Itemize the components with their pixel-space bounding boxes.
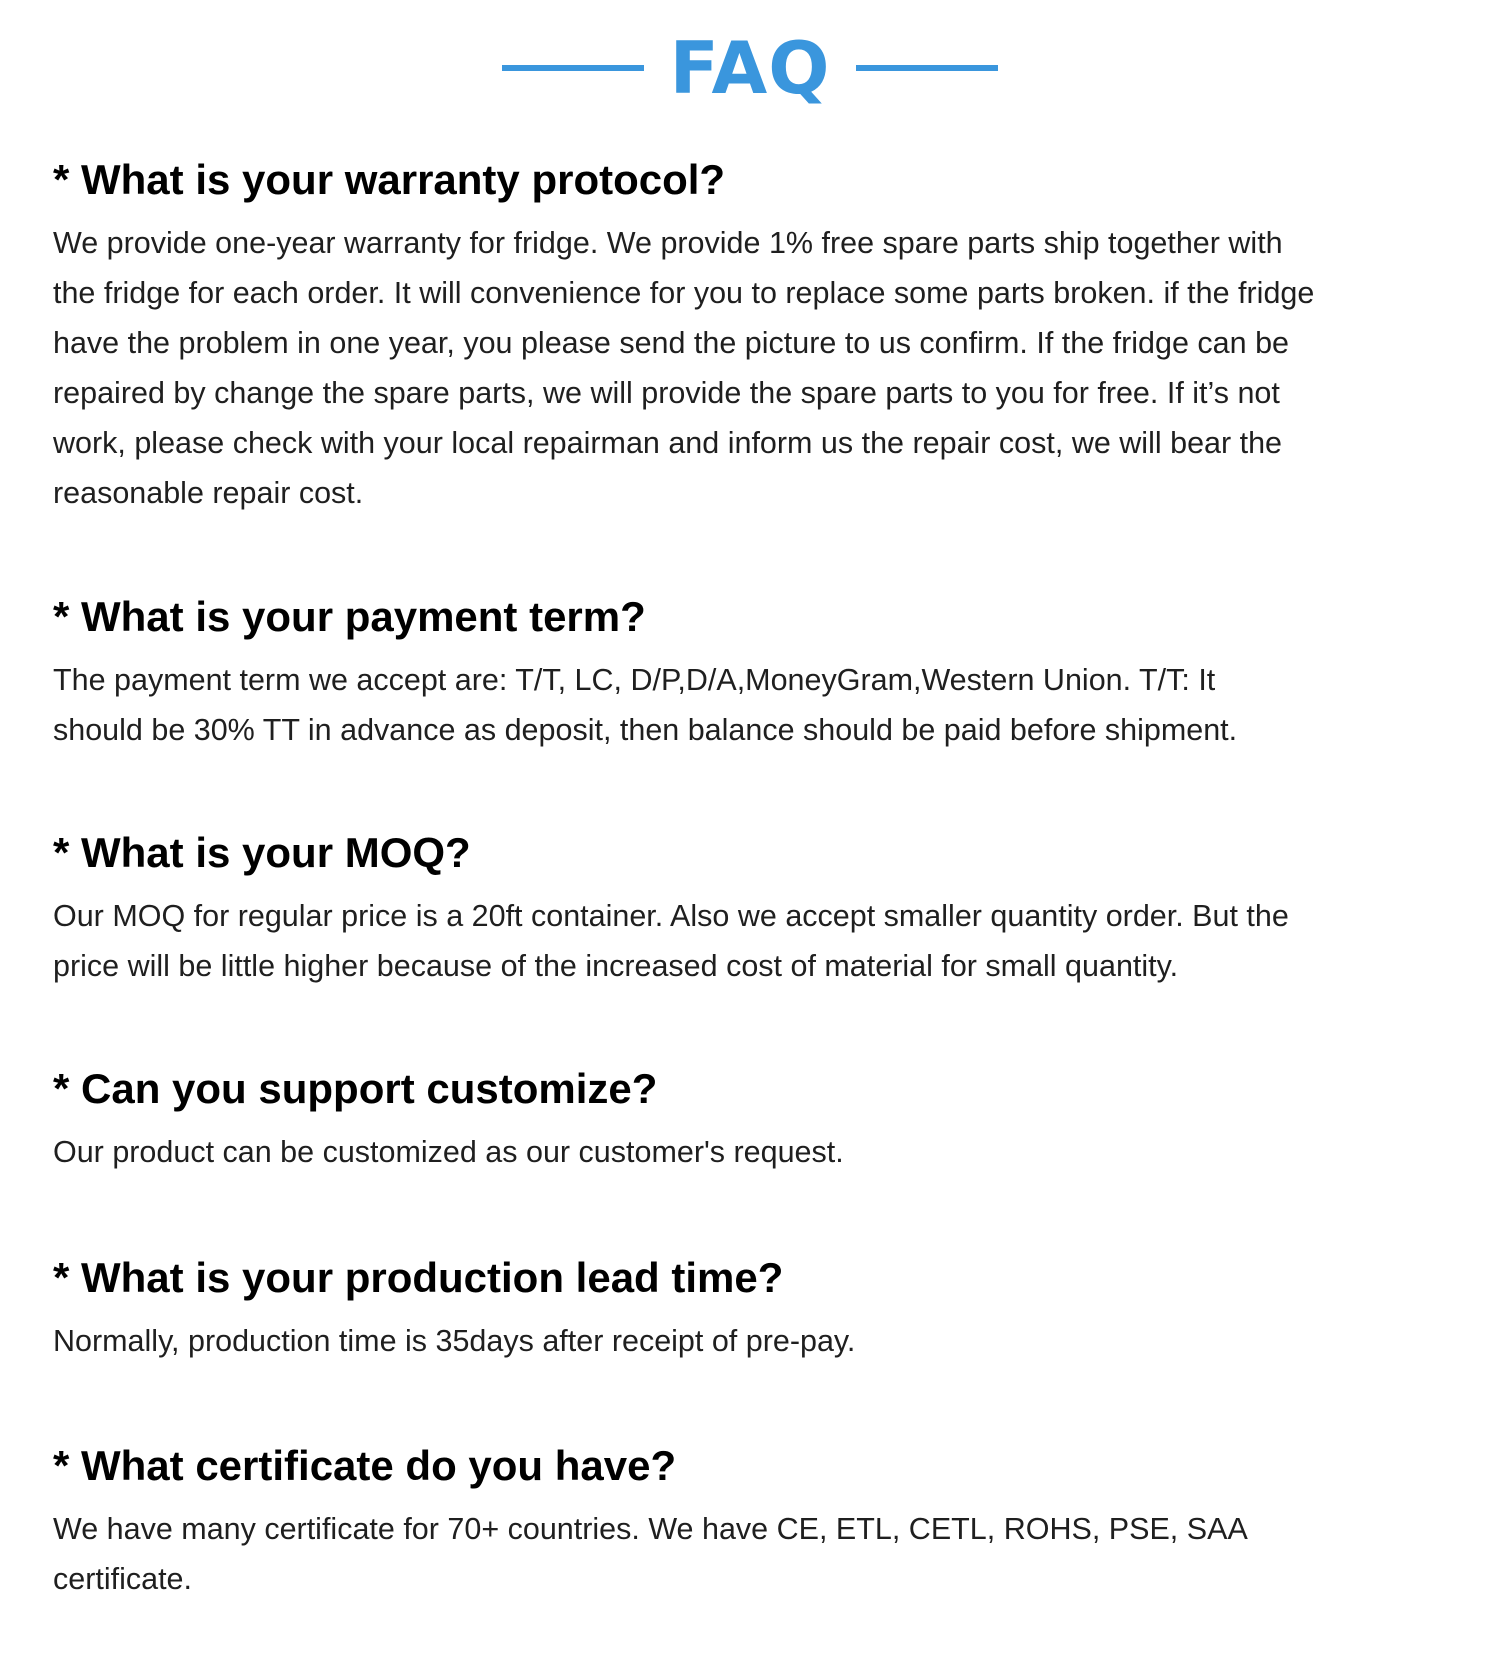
answer-line: We provide one-year warranty for fridge. We provide 1% free spare parts ship together with	[53, 226, 1283, 260]
faq-answer	[53, 1316, 1453, 1366]
answer-line: price will be little higher because of the increased cost of material for small quantity.	[53, 949, 1179, 983]
answer-line: the fridge for each order. It will convenience for you to replace some parts broken. if the fridge	[53, 276, 1315, 310]
faq-answer	[53, 891, 1453, 991]
faq-question: * What is your production lead time?	[53, 1254, 784, 1301]
answer-line: should be 30% TT in advance as deposit, then balance should be paid before shipment.	[53, 713, 1238, 747]
faq-item-payment	[53, 587, 1453, 755]
page-title: FAQ	[669, 26, 831, 110]
answer-line: repaired by change the spare parts, we will provide the spare parts to you for free. If it’s not	[53, 376, 1280, 410]
answer-line: Normally, production time is 35days after receipt of pre-pay.	[53, 1324, 856, 1358]
header-line-left	[502, 65, 644, 71]
faq-list	[53, 150, 1453, 1604]
answer-line: Our MOQ for regular price is a 20ft container. Also we accept smaller quantity order. But the	[53, 899, 1289, 933]
faq-answer	[53, 218, 1453, 518]
faq-header	[0, 28, 1500, 108]
faq-question: * What is your warranty protocol?	[53, 156, 726, 203]
answer-line: We have many certificate for 70+ countries. We have CE, ETL, CETL, ROHS, PSE, SAA	[53, 1512, 1248, 1546]
faq-answer	[53, 1504, 1453, 1604]
answer-line: reasonable repair cost.	[53, 476, 364, 510]
answer-line: The payment term we accept are: T/T, LC, D/P,D/A,MoneyGram,Western Union. T/T: It	[53, 663, 1216, 697]
faq-item-lead-time	[53, 1248, 1453, 1366]
faq-item-certificate	[53, 1436, 1453, 1604]
faq-answer	[53, 655, 1453, 755]
faq-question: * Can you support customize?	[53, 1065, 658, 1112]
answer-line: certificate.	[53, 1562, 192, 1596]
faq-item-warranty	[53, 150, 1453, 518]
faq-question: * What is your payment term?	[53, 593, 646, 640]
faq-item-customize	[53, 1059, 1453, 1177]
answer-line: work, please check with your local repairman and inform us the repair cost, we will bear the	[53, 426, 1283, 460]
answer-line: have the problem in one year, you please send the picture to us confirm. If the fridge can be	[53, 326, 1289, 360]
header-line-right	[856, 65, 998, 71]
answer-line: Our product can be customized as our customer's request.	[53, 1135, 844, 1169]
faq-question: * What is your MOQ?	[53, 829, 471, 876]
faq-answer	[53, 1127, 1453, 1177]
faq-question: * What certificate do you have?	[53, 1442, 677, 1489]
faq-item-moq	[53, 823, 1453, 991]
